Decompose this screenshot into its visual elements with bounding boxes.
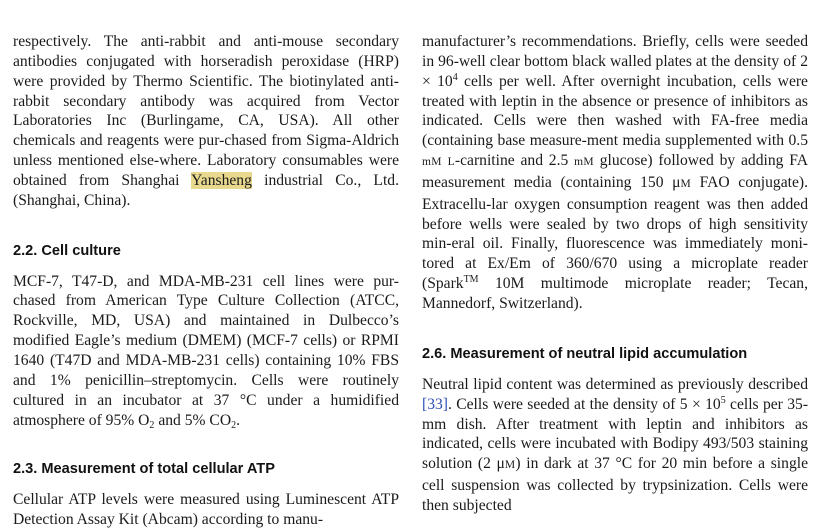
text-run: Cellular ATP levels were measured using Luminescent ATP Detection Assay Kit (Abcam) according to manu- — [13, 491, 399, 529]
unit-smallcaps: M — [680, 177, 692, 190]
text-run: . — [236, 411, 240, 429]
unit-smallcaps: M — [504, 459, 516, 472]
section-heading-atp: 2.3. Measurement of total cellular ATP — [13, 461, 275, 478]
text-run: cells per well. After overnight incubation, cells were treated with leptin in the absence or presence of inhibitors as indicated. Cells were then washed with FA-free media (containing base measure-ment media supplemented with 0.5 — [422, 72, 808, 150]
cell-culture-paragraph — [13, 272, 399, 431]
intro-paragraph-left — [13, 32, 399, 211]
highlighted-word[interactable]: Yansheng — [191, 171, 252, 189]
text-run: MCF-7, T47-D, and MDA-MB-231 cell lines were pur-chased from American Type Culture Collection (ATCC, Rockville, MD, USA) and maintained in Dulbecco’s modified Eagle’s medium (DMEM) (MCF-7 cells) or RPMI 1640 (T47D and MDA-MB-231 cells) containing 10% FBS and 1% penicillin–streptomycin. Cells were routinely cultured in an incubator at 37 °C under a humidified atmosphere of 95% O — [13, 272, 399, 429]
section-heading-cell-culture: 2.2. Cell culture — [13, 242, 121, 259]
text-run: manufacturer’s recommendations. Briefly, cells were seeded in 96-well clear bottom black walled plates at the density of 2 × 10 — [422, 33, 808, 90]
superscript: 4 — [452, 71, 458, 83]
atp-paragraph — [13, 490, 399, 530]
intro-paragraph-right — [422, 32, 808, 314]
trademark: TM — [463, 274, 479, 286]
left-column — [13, 32, 399, 530]
subscript: 2 — [231, 419, 237, 431]
subscript: 2 — [149, 419, 155, 431]
text-run: industrial Co., Ltd. (Shanghai, China). — [13, 171, 399, 209]
text-run: cells per 35-mm dish. After treatment with leptin and inhibitors as indicated, cells were incubated with Bodipy 493/503 staining solution (2 μ — [422, 395, 809, 473]
text-run: respectively. The anti-rabbit and anti-mouse secondary antibodies conjugated with horseradish peroxidase (HRP) were provided by Thermo Scientific. The biotinylated anti-rabbit secondary antibody was acquired from Vector Laboratories Inc (Burlingame, CA, USA). All other chemicals and reagents were pur-chased from Sigma-Aldrich unless mentioned else-where. Laboratory consumables were obtained from Shanghai — [13, 33, 399, 189]
text-run: and 5% CO — [154, 411, 232, 429]
neutral-lipid-paragraph — [422, 375, 808, 516]
right-column — [422, 32, 808, 516]
superscript: 5 — [720, 394, 726, 406]
text-run: ) in dark at 37 °C for 20 min before a single cell suspension was collected by trypsinization. Cells were then subjected — [422, 455, 808, 514]
text-run: FAO conjugate). Extracellu-lar oxygen consumption reagent was then added before wells were sealed by two drops of high sensitivity min-eral oil. Finally, fluorescence was immediately moni-tored at Ex/Em of 360/670 using a microplate reader (Spark — [422, 173, 808, 293]
stereo-prefix: L — [447, 156, 455, 169]
unit-smallcaps: mM — [422, 156, 442, 169]
text-run: glucose) followed by adding FA measurement media (containing 150 μ — [422, 152, 809, 191]
text-run: . Cells were seeded at the density of 5 × 10 — [447, 395, 721, 413]
text-run: 10M multimode microplate reader; Tecan, Mannedorf, Switzerland). — [422, 275, 808, 312]
text-run: Neutral lipid content was determined as previously described — [422, 375, 808, 393]
unit-smallcaps: mM — [574, 156, 594, 169]
citation-link[interactable]: [33] — [422, 395, 448, 413]
section-heading-neutral-lipid: 2.6. Measurement of neutral lipid accumulation — [422, 345, 748, 362]
text-run: -carnitine and 2.5 — [454, 152, 575, 170]
